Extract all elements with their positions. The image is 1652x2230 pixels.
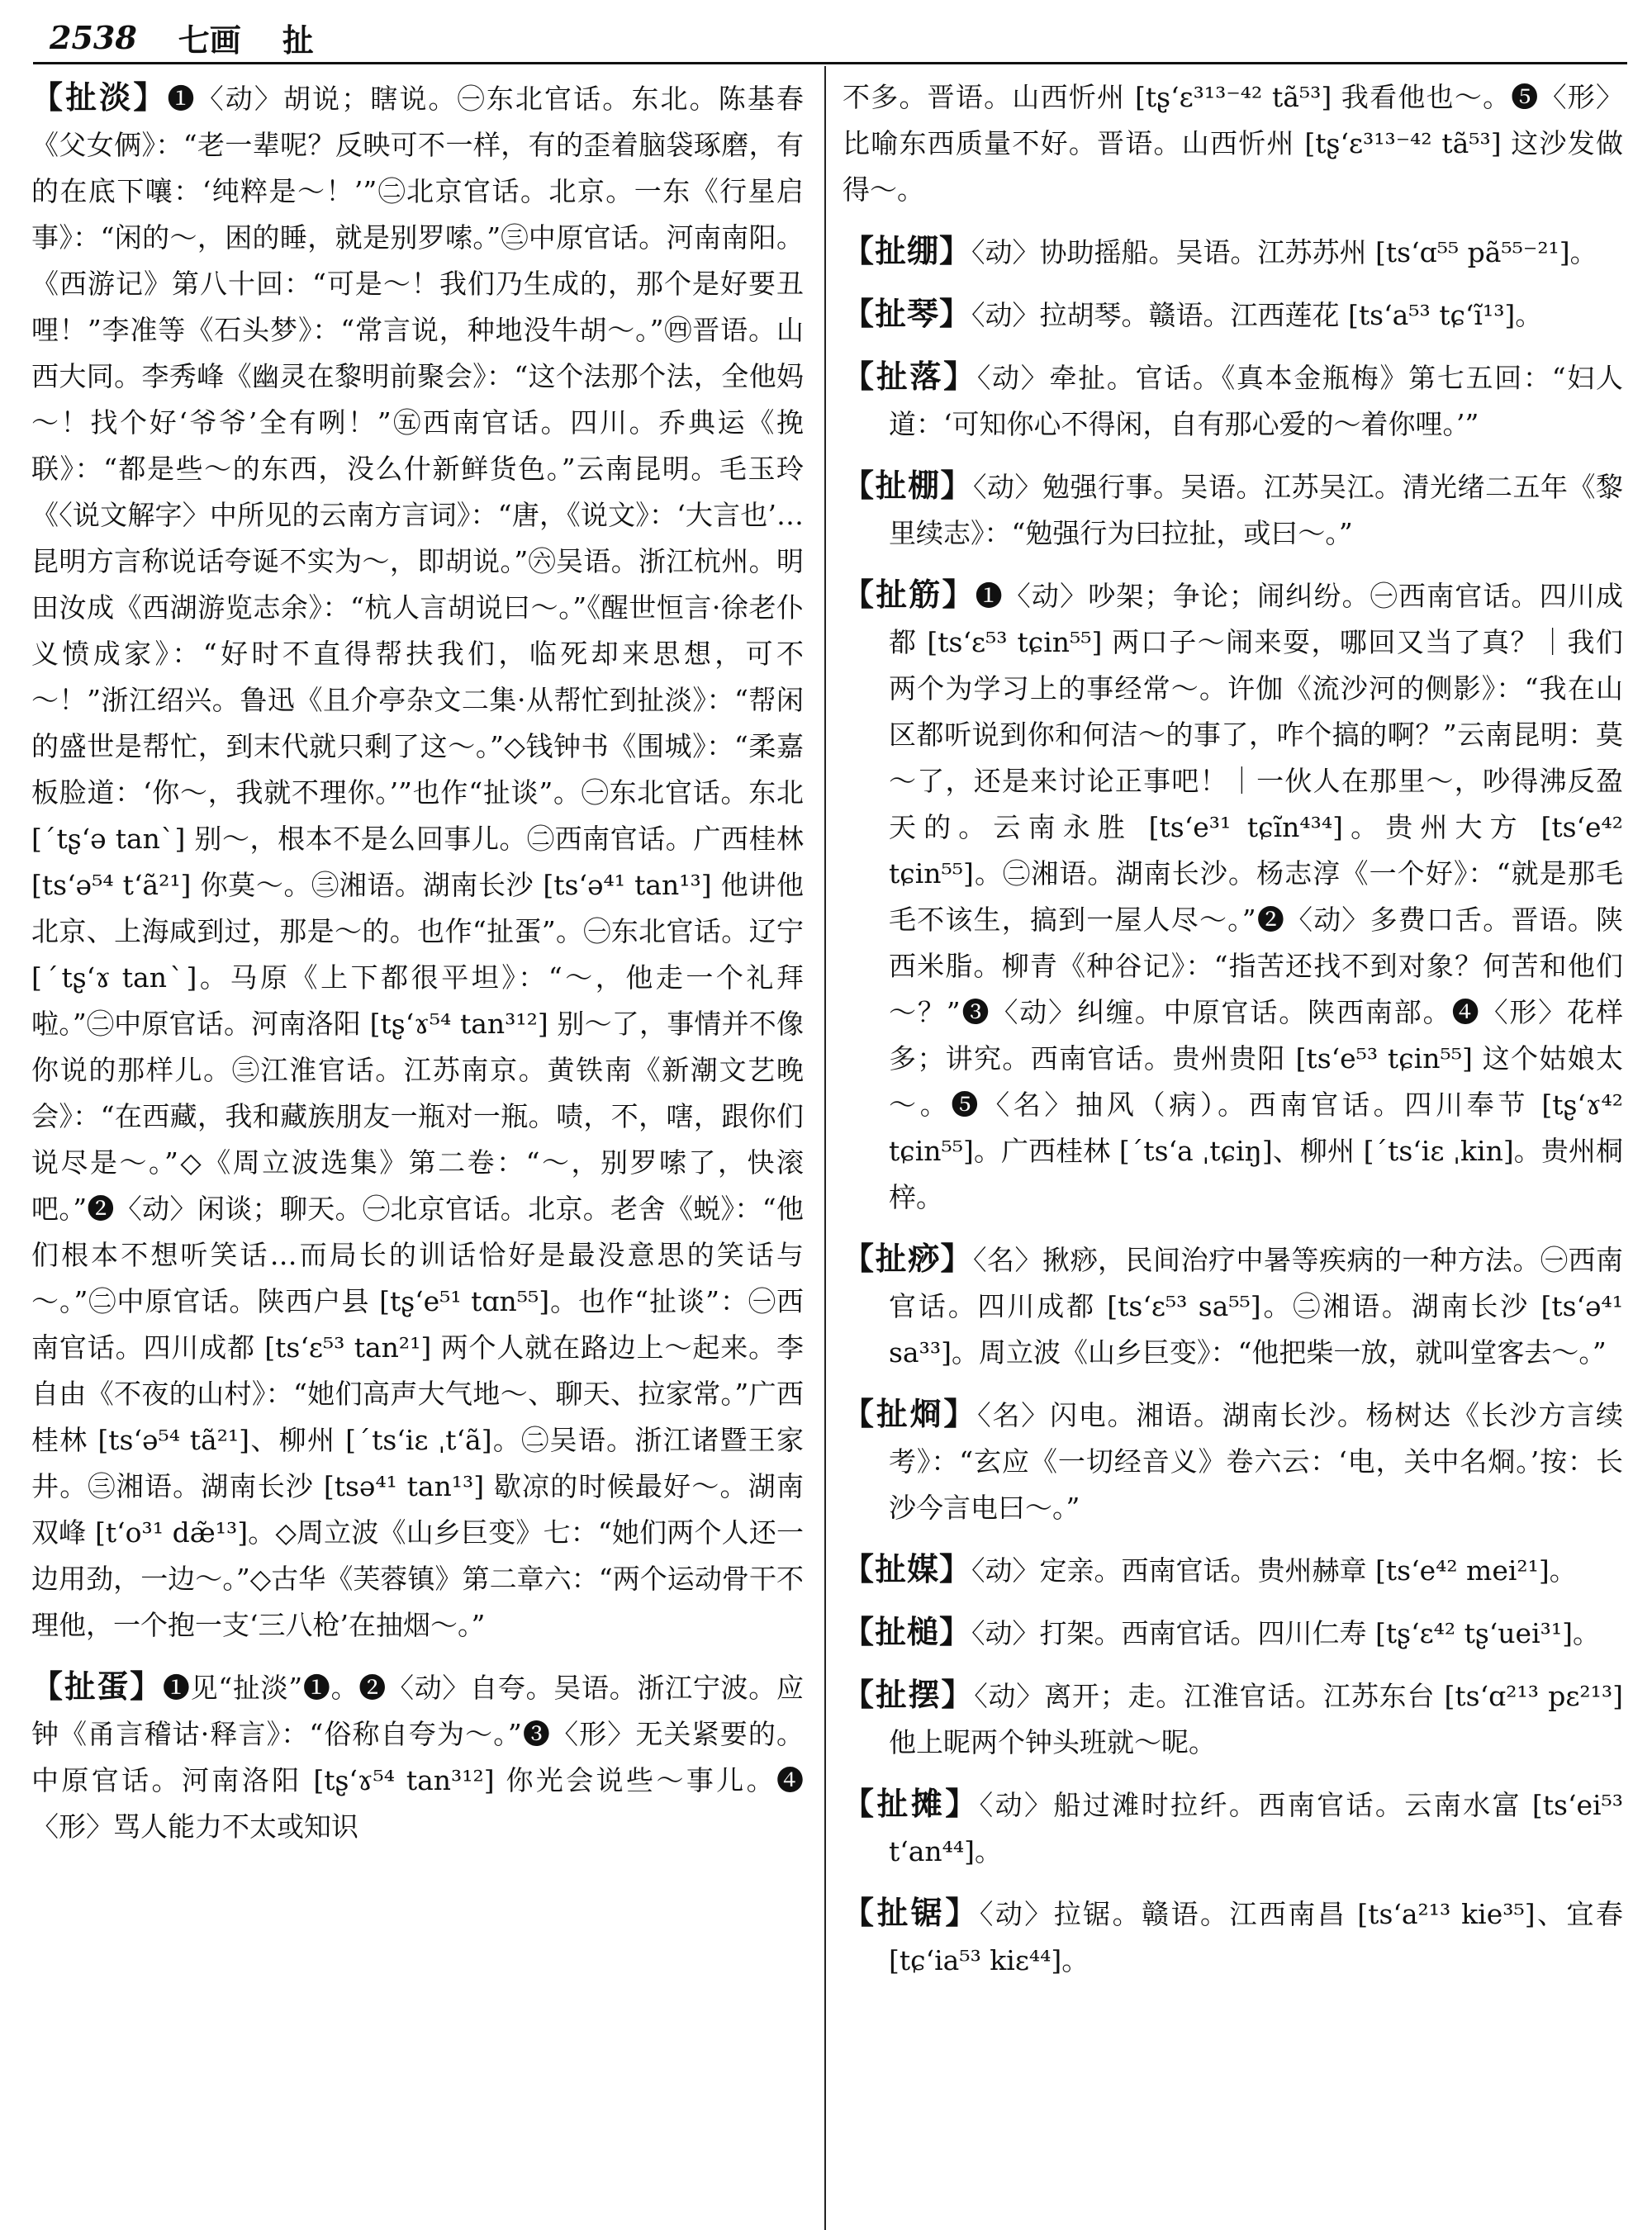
- entry-chebeng: [843, 228, 1623, 276]
- entry-continuation: [843, 74, 1623, 213]
- column-divider: [824, 66, 826, 2230]
- entry-chesha: [843, 1236, 1623, 1376]
- entry-definition: ❶见“扯淡”❶。❷〈动〉自夸。吴语。浙江宁波。应钟《甬言稽诂·释言》：“俗称自夸为～。”❸〈形〉无关紧要的。中原官话。河南洛阳 [tʂ‘ɤ⁵⁴ tan³¹²] 你光会说些～事儿。❹〈形〉骂人能力不太或知识: [31, 1672, 804, 1843]
- entry-definition: 〈动〉离开；走。江淮官话。江苏东台 [ts‘ɑ²¹³ pɛ²¹³] 他上昵两个钟头班就～昵。: [889, 1680, 1623, 1758]
- entry-chebai: [843, 1672, 1623, 1766]
- page-header: [50, 17, 1619, 58]
- left-column: [31, 74, 804, 1865]
- entry-definition: ❶〈动〉吵架；争论；闹纠纷。㊀西南官话。四川成都 [ts‘ɛ⁵³ tɕin⁵⁵] 两口子～闹来耍，哪回又当了真？｜我们两个为学习上的事经常～。许伽《流沙河的侧影》：“我在山区都听说到你和何洁～的事了，咋个搞的啊？”云南昆明：莫～了，还是来讨论正事吧！｜一伙人在那里～，吵得沸反盈天的。云南永胜 [ts‘e³¹ tɕĩn⁴³⁴]。贵州大方 [ts‘e⁴² tɕin⁵⁵]。㊁湘语。湖南长沙。杨志淳《一个好》：“就是那毛毛不该生，搞到一屋人尽～。”❷〈动〉多费口舌。晋语。陕西米脂。柳青《种谷记》：“指苦还找不到对象？何苦和他们～？”❸〈动〉纠缠。中原官话。陕西南部。❹〈形〉花样多；讲究。西南官话。贵州贵阳 [ts‘e⁵³ tɕin⁵⁵] 这个姑娘太～。❺〈名〉抽风（病）。西南官话。四川奉节 [tʂ‘ɤ⁴² tɕin⁵⁵]。广西桂林 [ˊts‘a ˌtɕiŋ]、柳州 [ˊts‘iɛ ˌkin]。贵州桐梓。: [889, 580, 1623, 1213]
- entry-definition: 〈动〉船过滩时拉纤。西南官话。云南水富 [ts‘ei⁵³ t‘an⁴⁴]。: [889, 1789, 1623, 1867]
- entry-headword: 【扯痧】: [843, 1240, 973, 1277]
- entry-chemei: [843, 1546, 1623, 1594]
- entry-headword: 【扯绷】: [843, 232, 972, 269]
- entry-headword: 【扯落】: [843, 358, 977, 395]
- head-character: 扯: [282, 21, 314, 59]
- entry-definition: 〈动〉拉锯。赣语。江西南昌 [ts‘a²¹³ kie³⁵]、宜春 [tɕ‘ia⁵³ kiɛ⁴⁴]。: [889, 1898, 1623, 1976]
- entry-definition: 〈名〉揪痧，民间治疗中暑等疾病的一种方法。㊀西南官话。四川成都 [ts‘ɛ⁵³ sa⁵⁵]。㊁湘语。湖南长沙 [ts‘ə⁴¹ sa³³]。周立波《山乡巨变》：“他把柴一放，就叫堂客去～。”: [889, 1244, 1623, 1369]
- entry-headword: 【扯媒】: [843, 1550, 972, 1587]
- entry-headword: 【扯烱】: [843, 1395, 978, 1432]
- entry-headword: 【扯蛋】: [31, 1668, 163, 1705]
- entry-headword: 【扯琴】: [843, 295, 972, 332]
- entry-definition: 不多。晋语。山西忻州 [tʂ‘ɛ³¹³⁻⁴² tã⁵³] 我看他也～。❺〈形〉比喻东西质量不好。晋语。山西忻州 [tʂ‘ɛ³¹³⁻⁴² tã⁵³] 这沙发做得～。: [843, 81, 1623, 206]
- entry-definition: 〈名〉闪电。湘语。湖南长沙。杨树达《长沙方言续考》：“玄应《一切经音义》卷六云：‘电，关中名烱。’按：长沙今言电曰～。”: [889, 1399, 1623, 1524]
- entry-headword: 【扯锯】: [843, 1894, 980, 1931]
- entry-headword: 【扯筋】: [843, 576, 976, 613]
- entry-chetan: [843, 1781, 1623, 1875]
- entry-chedan-egg: [31, 1663, 804, 1850]
- right-column: [843, 74, 1623, 1999]
- entry-definition: 〈动〉打架。西南官话。四川仁寿 [tʂ‘ɛ⁴² tʂ‘uei³¹]。: [971, 1617, 1600, 1649]
- entry-cheqin: [843, 291, 1623, 339]
- section-label: 七画: [178, 21, 241, 59]
- entry-definition: 〈动〉勉强行事。吴语。江苏吴江。清光绪二五年《黎里续志》：“勉强行为曰拉扯，或曰～。”: [889, 471, 1623, 549]
- entry-chechui: [843, 1609, 1623, 1657]
- entry-headword: 【扯摆】: [843, 1676, 975, 1713]
- entry-definition: ❶〈动〉胡说；瞎说。㊀东北官话。东北。陈基春《父女俩》：“老一辈呢？反映可不一样，有的歪着脑袋琢磨，有的在底下嚷：‘纯粹是～！’”㊁北京官话。北京。一东《行星启事》：“闲的～，困的睡，就是别罗嗦。”㊂中原官话。河南南阳。《西游记》第八十回：“可是～！我们乃生成的，那个是好要丑哩！”李准等《石头梦》：“常言说，种地没牛胡～。”㊃晋语。山西大同。李秀峰《幽灵在黎明前聚会》：“这个法那个法，全他妈～！找个好‘爷爷’全有咧！”㊄西南官话。四川。乔典运《挽联》：“都是些～的东西，没么什新鲜货色。”云南昆明。毛玉玲《〈说文解字〉中所见的云南方言词》：“唐，《说文》：‘大言也’…昆明方言称说话夸诞不实为～，即胡说。”㊅吴语。浙江杭州。明田汝成《西湖游览志余》：“杭人言胡说曰～。”《醒世恒言·徐老仆义愤成家》：“好时不直得帮扶我们，临死却来思想，可不～！”浙江绍兴。鲁迅《且介亭杂文二集·从帮忙到扯淡》：“帮闲的盛世是帮忙，到末代就只剩了这～。”◇钱钟书《围城》：“柔嘉板脸道：‘你～，我就不理你。’”也作“扯谈”。㊀东北官话。东北 [ˊtʂ‘ə tanˋ] 别～，根本不是么回事儿。㊁西南官话。广西桂林 [ts‘ə⁵⁴ t‘ã²¹] 你莫～。㊂湘语。湖南长沙 [ts‘ə⁴¹ tan¹³] 他讲他北京、上海咸到过，那是～的。也作“扯蛋”。㊀东北官话。辽宁 [ˊtʂ‘ɤ tanˋ]。马原《上下都很平坦》：“～，他走一个礼拜啦。”㊁中原官话。河南洛阳 [tʂ‘ɤ⁵⁴ tan³¹²] 别～了，事情并不像你说的那样儿。㊂江淮官话。江苏南京。黄铁南《新潮文艺晚会》：“在西藏，我和藏族朋友一瓶对一瓶。啧，不，嗐，跟你们说尽是～。”◇《周立波选集》第二卷：“～，别罗嗦了，快滚吧。”❷〈动〉闲谈；聊天。㊀北京官话。北京。老舍《蜕》：“他们根本不想听笑话…而局长的训话恰好是最没意思的笑话与～。”㊁中原官话。陕西户县 [tʂ‘e⁵¹ tɑn⁵⁵]。也作“扯谈”：㊀西南官话。四川成都 [ts‘ɛ⁵³ tan²¹] 两个人就在路边上～起来。李自由《不夜的山村》：“她们高声大气地～、聊天、拉家常。”广西桂林 [ts‘ə⁵⁴ tã²¹]、柳州 [ˊts‘iɛ ˌt‘ã]。㊁吴语。浙江诸暨王家井。㊂湘语。湖南长沙 [tsə⁴¹ tan¹³] 歇凉的时候最好～。湖南双峰 [t‘o³¹ dæ̃¹³]。◇周立波《山乡巨变》七：“她们两个人还一边用劲，一边～。”◇古华《芙蓉镇》第二章六：“两个运动骨干不理他，一个抱一支‘三八枪’在抽烟～。”: [31, 83, 804, 1641]
- entry-definition: 〈动〉协助摇船。吴语。江苏苏州 [ts‘ɑ⁵⁵ pã⁵⁵⁻²¹]。: [971, 236, 1597, 268]
- entry-chepeng: [843, 463, 1623, 557]
- entry-definition: 〈动〉牵扯。官话。《真本金瓶梅》第七五回：“妇人道：‘可知你心不得闲，自有那心爱的～着你哩。’”: [889, 362, 1623, 440]
- page-number: 2538: [50, 18, 137, 56]
- header-rule: [33, 62, 1627, 64]
- entry-headword: 【扯棚】: [843, 467, 973, 504]
- entry-chedan: [31, 74, 804, 1649]
- entry-chejiong: [843, 1391, 1623, 1531]
- entry-definition: 〈动〉定亲。西南官话。贵州赫章 [ts‘e⁴² mei²¹]。: [971, 1554, 1577, 1587]
- entry-chejin: [843, 572, 1623, 1221]
- entry-headword: 【扯淡】: [31, 78, 168, 116]
- entry-headword: 【扯摊】: [843, 1785, 980, 1822]
- entry-headword: 【扯槌】: [843, 1613, 972, 1650]
- entry-cheju: [843, 1890, 1623, 1984]
- entry-cheluo: [843, 353, 1623, 448]
- entry-definition: 〈动〉拉胡琴。赣语。江西莲花 [ts‘a⁵³ tɕ‘ĩ¹³]。: [971, 299, 1543, 331]
